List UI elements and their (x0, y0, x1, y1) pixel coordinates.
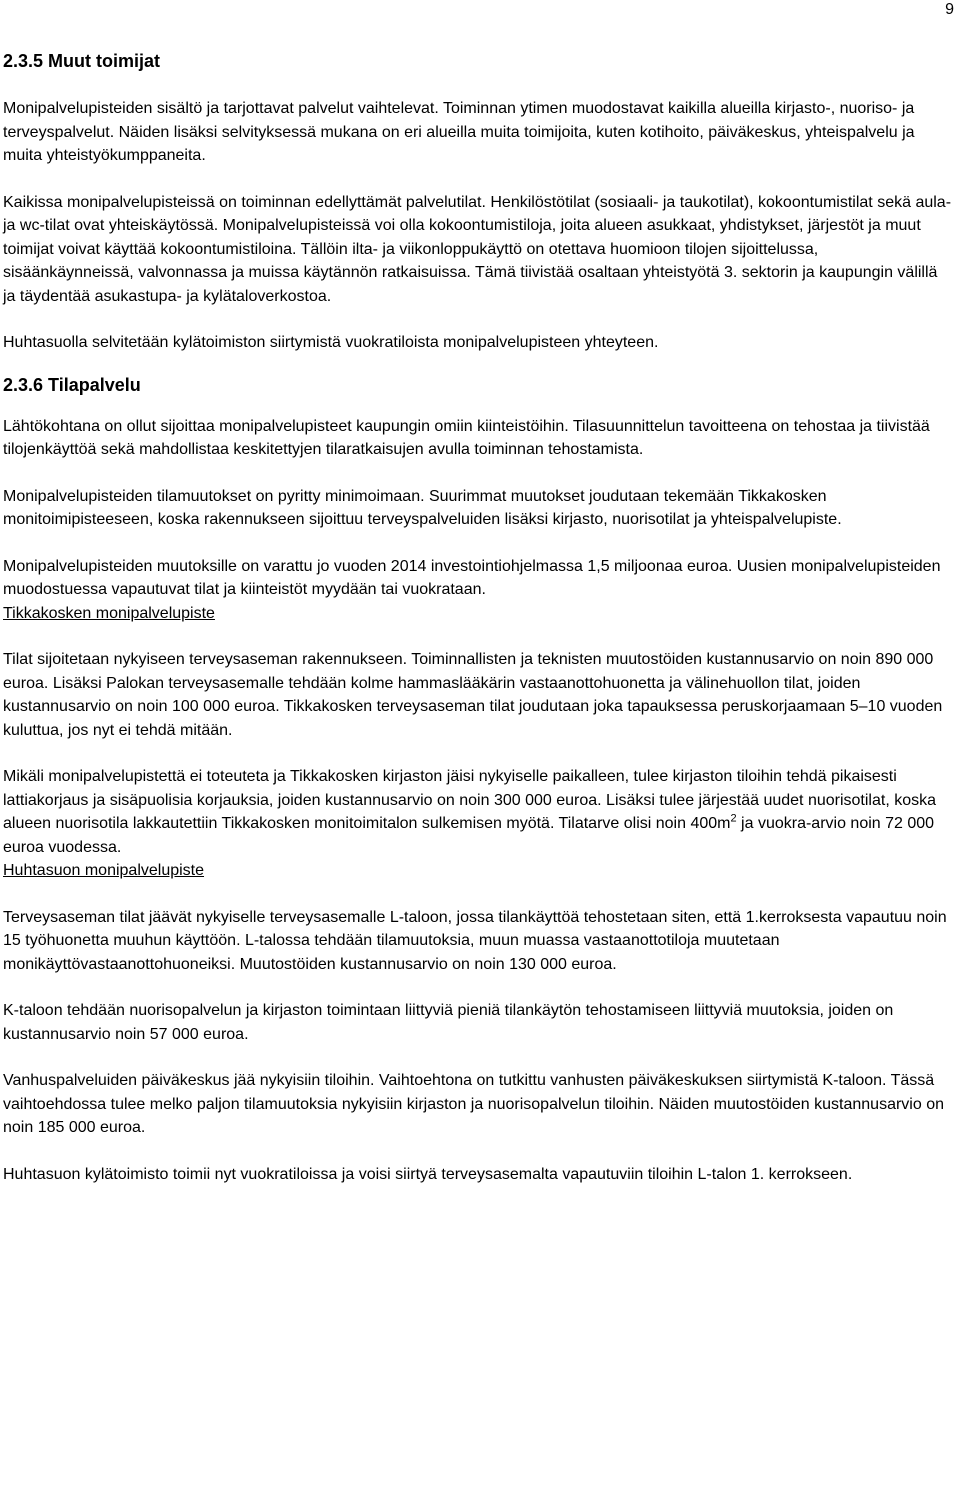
subheading-tikkakoski: Tikkakosken monipalvelupiste (3, 604, 215, 622)
paragraph-muut-3: Huhtasuolla selvitetään kylätoimiston siirtymistä vuokratiloista monipalvelupisteen yhteyteen. (3, 334, 659, 351)
paragraph-tikkakoski-1: Tilat sijoitetaan nykyiseen terveysaseman rakennukseen. Toiminnallisten ja teknisten muutostöiden kustannusarvio on noin 890 000 euroa. Lisäksi Palokan terveysasemalle tehdään kolme hammaslääkärin vastaanottohuonetta ja välinehuollon tilat, joiden kustannusarvio on noin 100 000 euroa. Tikkakosken terveysaseman tilat joudutaan joka tapauksessa peruskorjaamaan 5–10 vuoden kuluttua, jos nyt ei tehdä mitään. (3, 651, 943, 739)
paragraph-tikkakoski-2-text: Mikäli monipalvelupistettä ei toteuteta ja Tikkakosken kirjaston jäisi nykyiselle paikalleen, tulee kirjaston tiloihin tehdä pikaisesti lattiakorjaus ja sisäpuolisia korjauksia, joiden kustannusarvio on noin 300 000 euroa. Lisäksi tulee järjestää uudet nuorisotilat, koska alueen nuorisotila lakkautettiin Tikkakosken monitoimitalon sulkemisen myötä. Tilatarve olisi noin 400m (3, 768, 936, 832)
paragraph-huhtasuo-3: Vanhuspalveluiden päiväkeskus jää nykyisiin tiloihin. Vaihtoehtona on tutkittu vanhusten päiväkeskuksen siirtymistä K-taloon. Tässä vaihtoehdossa tulee melko paljon tilamuutoksia nykyisiin kirjaston ja nuorisopalvelun tiloihin. Näiden muutostöiden kustannusarvio on noin 185 000 euroa. (3, 1072, 944, 1136)
paragraph-tilapalvelu-1: Lähtökohtana on ollut sijoittaa monipalvelupisteet kaupungin omiin kiinteistöihin. Tilasuunnittelun tavoitteena on tehostaa ja tiivistää tilojenkäyttöä sekä mahdollistaa keskitettyjen tilaratkaisujen avulla toiminnan tehostamista. (3, 417, 930, 458)
paragraph-huhtasuo-1: Terveysaseman tilat jäävät nykyiselle terveysasemalle L-taloon, jossa tilankäyttöä tehostetaan siten, että 1.kerroksesta vapautuu noin 15 työhuonetta muuhun käyttöön. L-talossa tehdään tilamuutoksia, muun muassa vastaanottotiloja muutetaan monikäyttövastaanottohuoneiksi. Muutostöiden kustannusarvio on noin 130 000 euroa. (3, 908, 947, 973)
paragraph-huhtasuo-2: K-taloon tehdään nuorisopalvelun ja kirjaston toimintaan liittyviä pieniä tilankäytön tehostamiseen liittyviä muutoksia, joiden on kustannusarvio noin 57 000 euroa. (3, 1002, 894, 1043)
paragraph-muut-2: Kaikissa monipalvelupisteissä on toiminnan edellyttämät palvelutilat. Henkilöstötilat (sosiaali- ja taukotilat), kokoontumistilat sekä aula- ja wc-tilat ovat yhteiskäytössä. Monipalvelupisteissä voi olla kokoontumistiloja, joita alueen asukkaat, yhdistykset, järjestöt ja muut toimijat voivat käyttää kokoontumistiloina. Tällöin ilta- ja viikonloppukäyttö on otettava huomioon tilojen sijoittelussa, sisäänkäynneissä, valvonnassa ja muissa käytännön ratkaisuissa. Tämä tiivistää osaltaan yhteistyötä 3. sektorin ja kaupungin välillä ja täydentää asukastupa- ja kylätaloverkostoa. (3, 193, 952, 305)
document-body (3, 45, 953, 1186)
page-number: 9 (945, 1, 954, 18)
paragraph-huhtasuo-4: Huhtasuon kylätoimisto toimii nyt vuokratiloissa ja voisi siirtyä terveysasemalta vapautuviin tiloihin L-talon 1. kerrokseen. (3, 1165, 853, 1183)
superscript-squared: 2 (730, 812, 737, 825)
section-title-tilapalvelu: 2.3.6 Tilapalvelu (3, 374, 141, 395)
section-title-muut-toimijat: 2.3.5 Muut toimijat (3, 51, 161, 71)
paragraph-tilapalvelu-3: Monipalvelupisteiden muutoksille on varattu jo vuoden 2014 investointiohjelmassa 1,5 miljoonaa euroa. Uusien monipalvelupisteiden muodostuessa vapautuvat tilat ja kiinteistöt myydään tai vuokrataan. (3, 557, 941, 598)
paragraph-tikkakoski-2 (3, 765, 953, 859)
paragraph-muut-1: Monipalvelupisteiden sisältö ja tarjottavat palvelut vaihtelevat. Toiminnan ytimen muodostavat kaikilla alueilla kirjasto-, nuoriso- ja terveyspalvelut. Näiden lisäksi selvityksessä mukana on eri alueilla muita toimijoita, kuten kotihoito, päiväkeskus, yhteispalvelu ja muita yhteistyökumppaneita. (3, 100, 915, 164)
paragraph-tilapalvelu-2: Monipalvelupisteiden tilamuutokset on pyritty minimoimaan. Suurimmat muutokset joudutaan tekemään Tikkakosken monitoimipisteeseen, koska rakennukseen sijoittuu terveyspalveluiden lisäksi kirjasto, nuorisotilat ja yhteispalvelupiste. (3, 487, 842, 528)
subheading-huhtasuo: Huhtasuon monipalvelupiste (3, 862, 205, 879)
paragraph-tikkakoski-2-tail: ja vuokra-arvio noin 72 000 euroa vuodessa. (3, 815, 935, 856)
